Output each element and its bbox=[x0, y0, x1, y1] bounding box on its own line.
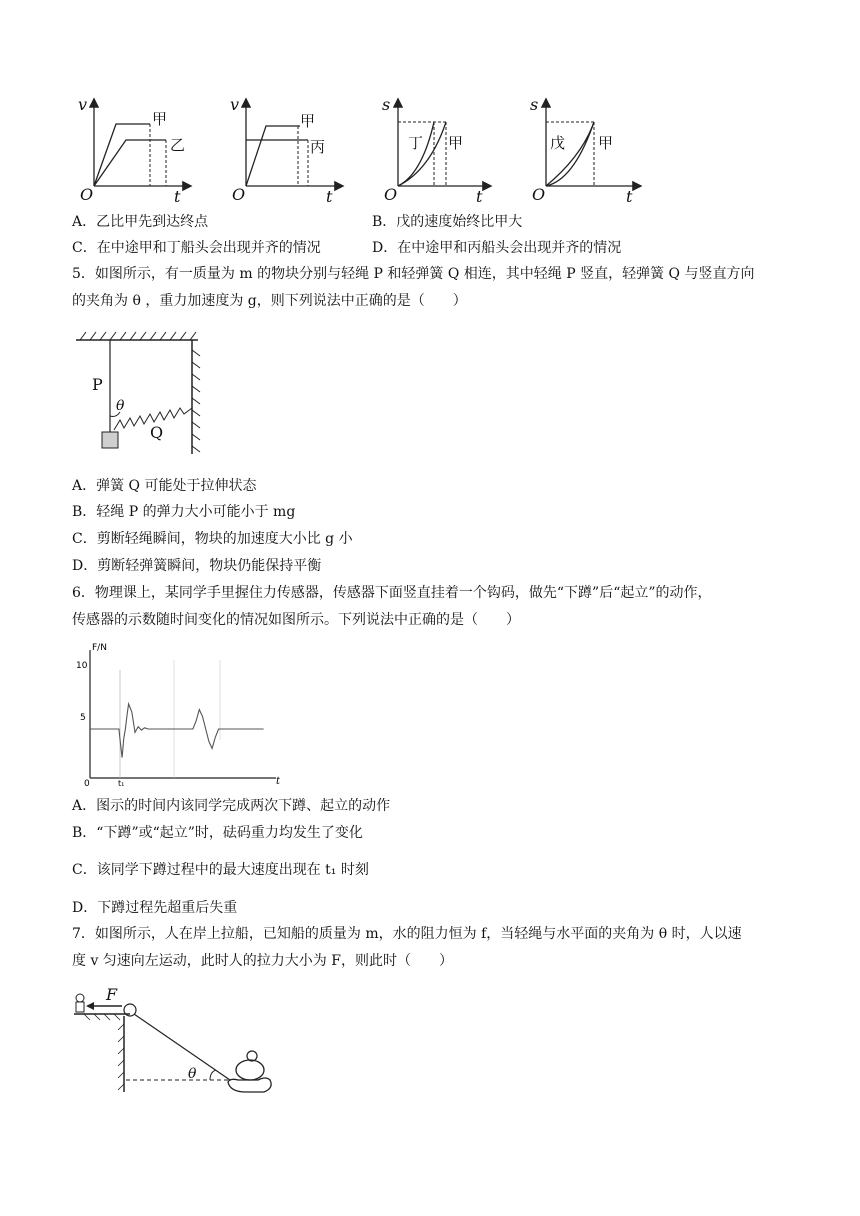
q5-stem-line1: 5．如图所示，有一质量为 m 的物块分别与轻绳 P 和轻弹簧 Q 相连，其中轻绳 P 竖直，轻弹簧 Q 与竖直方向 bbox=[72, 266, 755, 282]
q4-graph-3 bbox=[382, 95, 490, 206]
q7-stem-line2: 度 v 匀速向左运动，此时人的拉力大小为 F，则此时（ ） bbox=[72, 953, 453, 969]
q6-chart bbox=[70, 640, 290, 788]
q4-g4-curve-a: 戊 bbox=[550, 134, 566, 152]
q4-g4-origin: O bbox=[532, 185, 546, 204]
q4-g2-yaxis: v bbox=[230, 95, 240, 114]
q6-option-d: D．下蹲过程先超重后失重 bbox=[72, 900, 238, 916]
q4-g4-curve-b: 甲 bbox=[598, 134, 614, 152]
q6-option-b: B．“下蹲”或“起立”时，砝码重力均发生了变化 bbox=[72, 825, 363, 841]
q4-g4-xaxis: t bbox=[626, 187, 633, 206]
q4-option-d: D．在中途甲和丙船头会出现并齐的情况 bbox=[372, 240, 622, 256]
q5-figure bbox=[70, 328, 210, 456]
q4-g2-curve-a: 甲 bbox=[300, 112, 316, 130]
q5-option-c: C．剪断轻绳瞬间，物块的加速度大小比 g 小 bbox=[72, 531, 353, 547]
q6-ytick-10: 10 bbox=[76, 661, 88, 671]
q5-rope-label: P bbox=[92, 375, 103, 394]
q7-force-label: F bbox=[106, 985, 118, 1004]
q7-stem-line1: 7．如图所示，人在岸上拉船，已知船的质量为 m，水的阻力恒为 f，当轻绳与水平面的夹角为 θ 时，人以速 bbox=[72, 926, 742, 942]
q4-graph-1 bbox=[78, 95, 190, 206]
q4-graphs bbox=[70, 94, 650, 206]
q4-g3-curve-b: 甲 bbox=[448, 134, 464, 152]
q7-angle-label: θ bbox=[188, 1066, 197, 1082]
q5-option-d: D．剪断轻弹簧瞬间，物块仍能保持平衡 bbox=[72, 558, 322, 574]
q4-g1-xaxis: t bbox=[174, 187, 181, 206]
q4-g3-yaxis: s bbox=[382, 95, 391, 114]
q4-option-b: B．戊的速度始终比甲大 bbox=[372, 214, 523, 230]
q6-xtick-0: 0 bbox=[84, 779, 90, 788]
q4-g3-curve-a: 丁 bbox=[408, 134, 424, 152]
q4-g3-xaxis: t bbox=[476, 187, 483, 206]
q5-stem-line2: 的夹角为 θ ，重力加速度为 g，则下列说法中正确的是（ ） bbox=[72, 293, 467, 309]
q5-option-a: A．弹簧 Q 可能处于拉伸状态 bbox=[72, 478, 257, 494]
q6-option-a: A．图示的时间内该同学完成两次下蹲、起立的动作 bbox=[72, 798, 391, 814]
q4-g4-yaxis: s bbox=[530, 95, 539, 114]
q6-series-line bbox=[90, 704, 264, 758]
q4-g2-curve-b: 丙 bbox=[310, 138, 326, 156]
q4-g1-curve-a: 甲 bbox=[152, 110, 168, 128]
q4-g3-origin: O bbox=[384, 185, 398, 204]
q4-option-a: A．乙比甲先到达终点 bbox=[72, 214, 209, 230]
q4-g1-yaxis: v bbox=[78, 95, 88, 114]
q5-spring-label: Q bbox=[150, 423, 164, 442]
q6-xtick-t1: t₁ bbox=[118, 779, 125, 788]
q4-g2-origin: O bbox=[232, 185, 246, 204]
q6-option-c: C．该同学下蹲过程中的最大速度出现在 t₁ 时刻 bbox=[72, 862, 369, 878]
q4-g1-origin: O bbox=[80, 185, 94, 204]
q6-stem-line1: 6．物理课上，某同学手里握住力传感器，传感器下面竖直挂着一个钩码，做先“下蹲”后“起立”的动作， bbox=[72, 585, 712, 601]
q6-ylabel: F/N bbox=[92, 643, 107, 653]
q7-figure bbox=[70, 984, 280, 1096]
q4-graph-4 bbox=[530, 95, 640, 206]
q4-option-c: C．在中途甲和丁船头会出现并齐的情况 bbox=[72, 240, 321, 256]
q5-option-b: B．轻绳 P 的弹力大小可能小于 mg bbox=[72, 504, 296, 520]
q6-stem-line2: 传感器的示数随时间变化的情况如图所示。下列说法中正确的是（ ） bbox=[72, 612, 520, 628]
q6-ytick-5: 5 bbox=[80, 713, 86, 723]
q5-angle-label: θ bbox=[116, 398, 125, 414]
q4-graph-2 bbox=[230, 95, 342, 206]
q4-g2-xaxis: t bbox=[326, 187, 333, 206]
q6-xlabel: t bbox=[276, 776, 281, 787]
q4-g1-curve-b: 乙 bbox=[170, 136, 186, 154]
